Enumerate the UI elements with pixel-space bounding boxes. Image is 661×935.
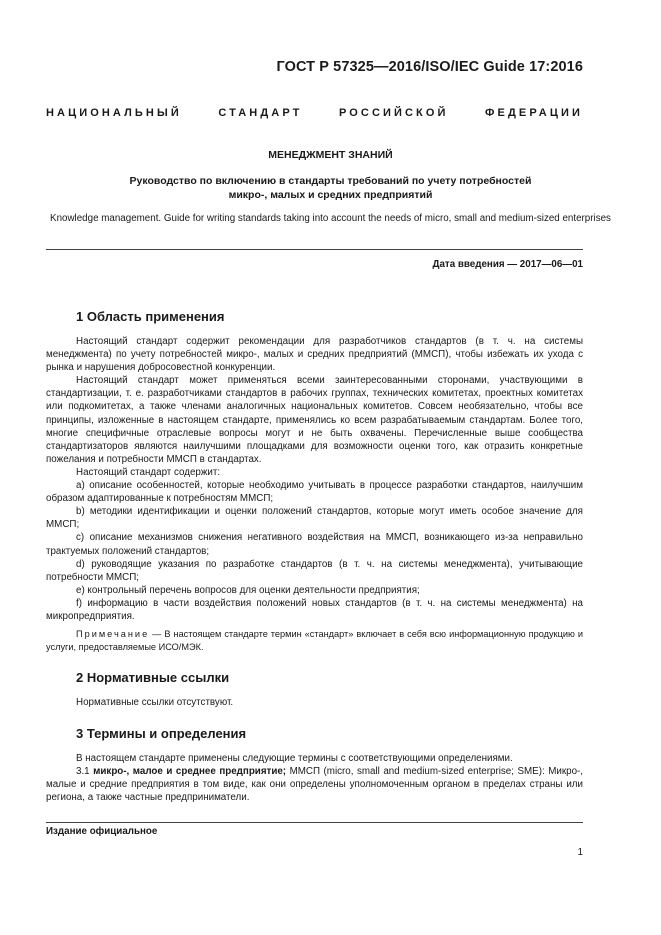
document-subtitle-ru bbox=[100, 174, 561, 202]
term-definition-text: ММСП (micro, small and medium-sized enterprise; SME): Микро-, малые и средние предприятия в том виде, как они определены уполномоченным органом в пределах страны или региона, а также частные предприниматели. bbox=[46, 766, 583, 804]
list-item: d) руководящие указания по разработке стандартов (в т. ч. на системы менеджмента), учитывающие потребности ММСП; bbox=[46, 558, 583, 583]
subtitle-ru-line2: микро-, малых и средних предприятий bbox=[228, 189, 433, 201]
introduction-date: Дата введения — 2017—06—01 bbox=[432, 259, 583, 270]
subtitle-ru-line1: Руководство по включению в стандарты требований по учету потребностей bbox=[129, 175, 532, 187]
note-label: Примечание bbox=[76, 629, 150, 640]
section-2-heading: 2 Нормативные ссылки bbox=[76, 670, 230, 686]
header-divider bbox=[46, 249, 583, 250]
section-3-heading: 3 Термины и определения bbox=[76, 726, 247, 742]
document-subtitle-en: Knowledge management. Guide for writing standards taking into account the needs of micro, small and medium-sized enterprises bbox=[50, 213, 611, 224]
section-2-paragraph: Нормативные ссылки отсутствуют. bbox=[76, 697, 234, 709]
term-name: микро-, малое и среднее предприятие; bbox=[93, 766, 287, 778]
section-1-paragraph: Настоящий стандарт может применяться всеми заинтересованными сторонами, участвующими в стандартизации, т. е. разработчиками стандартов в рабочих группах, технических комитетах, проектных комитетах или подкомитетах, а также членами аналогичных национальных комитетов. Совсем необязательно, чтобы все принципы, изложенные в настоящем стандарте, применялись ко всем разрабатываемым стандартам. Более того, многие специфичные отраслевые вопросы могут и не быть охвачены. Перечисленные выше сообщества стандартизаторов являются наилучшими площадками для возможности оценки того, как отразить конкретные пожелания и потребности ММСП в стандартах. bbox=[46, 375, 583, 465]
list-item: f) информацию в части воздействия положений новых стандартов (в т. ч. на системы менеджмента) на микропредприятия. bbox=[46, 597, 583, 622]
document-body bbox=[46, 308, 583, 805]
list-item: c) описание механизмов снижения негативного воздействия на ММСП, возникающего из-за неправильно трактуемых положений стандартов; bbox=[46, 532, 583, 557]
section-1-heading: 1 Область применения bbox=[76, 309, 225, 324]
section-1-paragraph: Настоящий стандарт содержит рекомендации для разработчиков стандартов (в т. ч. на системы менеджмента) по учету потребностей микро-, малых и средних предприятий (ММСП), чтобы избежать их ухода с рынка и нарушения добросовестной конкуренции. bbox=[46, 336, 583, 374]
section-1-paragraph: Настоящий стандарт содержит: bbox=[76, 466, 221, 478]
list-item: e) контрольный перечень вопросов для оценки деятельности предприятия; bbox=[76, 584, 420, 596]
document-title: МЕНЕДЖМЕНТ ЗНАНИЙ bbox=[268, 149, 393, 161]
note-text: — В настоящем стандарте термин «стандарт» включает в себя всю информационную продукцию и услуги, предоставляемые ИСО/МЭК. bbox=[46, 629, 583, 652]
list-item: b) методики идентификации и оценки положений стандартов, которые могут иметь особое значение для ММСП; bbox=[46, 506, 583, 531]
note bbox=[46, 628, 583, 653]
section-3-paragraph: В настоящем стандарте применены следующие термины с соответствующими определениями. bbox=[76, 753, 513, 765]
term-number: 3.1 bbox=[76, 766, 94, 778]
national-standard-banner: НАЦИОНАЛЬНЫЙ СТАНДАРТ РОССИЙСКОЙ ФЕДЕРАЦИИ bbox=[46, 107, 583, 119]
page-number: 1 bbox=[577, 847, 583, 858]
list-item: a) описание особенностей, которые необходимо учитывать в процессе разработки стандартов, наилучшим образом адаптированные к потребностям ММСП; bbox=[46, 480, 583, 505]
official-edition-label: Издание официальное bbox=[46, 826, 158, 837]
term-definition-3-1 bbox=[46, 765, 583, 804]
document-code: ГОСТ Р 57325—2016/ISO/IEC Guide 17:2016 bbox=[276, 59, 583, 75]
footer-divider bbox=[46, 822, 583, 823]
